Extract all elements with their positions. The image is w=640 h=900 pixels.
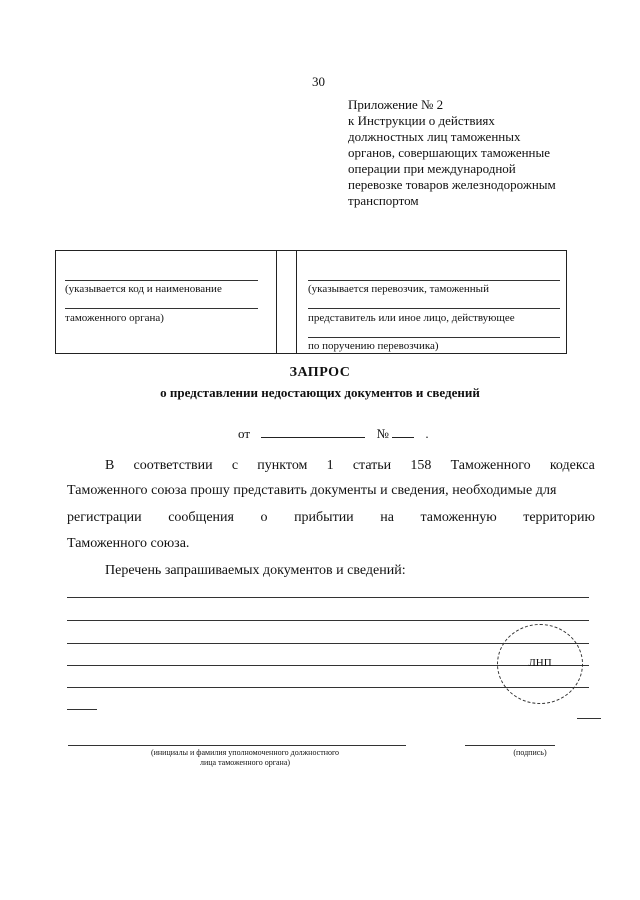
body-word: на bbox=[380, 510, 394, 525]
carrier-field-line[interactable] bbox=[308, 280, 560, 281]
appendix-line: к Инструкции о действиях bbox=[348, 113, 495, 128]
official-name-line[interactable] bbox=[68, 745, 406, 746]
customs-authority-caption: (указывается код и наименование bbox=[65, 283, 222, 295]
date-number-line bbox=[238, 425, 429, 442]
date-field[interactable] bbox=[261, 425, 365, 438]
header-table bbox=[55, 250, 567, 354]
body-paragraph-line bbox=[105, 458, 595, 474]
appendix-line: органов, совершающих таможенные bbox=[348, 145, 551, 160]
body-word: территорию bbox=[523, 510, 595, 525]
customs-authority-field-line[interactable] bbox=[65, 308, 258, 309]
from-label: от bbox=[238, 426, 251, 441]
body-word: 158 bbox=[410, 458, 432, 473]
column-divider bbox=[296, 251, 297, 353]
number-label: № bbox=[376, 426, 389, 441]
stamp-placeholder bbox=[497, 624, 583, 704]
list-title: Перечень запрашиваемых документов и сведений: bbox=[105, 563, 406, 578]
customs-authority-field-line[interactable] bbox=[65, 280, 258, 281]
appendix-line: транспортом bbox=[348, 193, 419, 208]
number-field[interactable] bbox=[392, 425, 414, 438]
list-entry-line[interactable] bbox=[67, 597, 589, 598]
carrier-field-line[interactable] bbox=[308, 308, 560, 309]
official-name-caption bbox=[120, 748, 370, 768]
customs-authority-caption: таможенного органа) bbox=[65, 312, 164, 324]
appendix-reference bbox=[348, 97, 618, 209]
body-word: с bbox=[231, 458, 239, 473]
carrier-caption: (указывается перевозчик, таможенный bbox=[308, 283, 489, 295]
body-word: пунктом bbox=[257, 458, 308, 473]
appendix-line: Приложение № 2 bbox=[348, 97, 444, 112]
body-word: Таможенного bbox=[450, 458, 531, 473]
body-word: таможенную bbox=[420, 510, 497, 525]
body-paragraph-line bbox=[67, 510, 595, 526]
document-subtitle: о представлении недостающих документов и сведений bbox=[160, 385, 480, 400]
list-entry-line[interactable] bbox=[67, 709, 97, 710]
body-word: В bbox=[105, 458, 115, 473]
page-number: 30 bbox=[312, 74, 325, 89]
body-word: регистрации bbox=[67, 510, 142, 525]
body-word: прибытии bbox=[294, 510, 354, 525]
carrier-field-line[interactable] bbox=[308, 337, 560, 338]
stamp-label: ЛНП bbox=[528, 657, 552, 669]
appendix-line: перевозке товаров железнодорожным bbox=[348, 177, 556, 192]
body-word: сообщения bbox=[168, 510, 234, 525]
signature-caption: (подпись) bbox=[513, 748, 547, 757]
body-paragraph-line: Таможенного союза. bbox=[67, 536, 190, 551]
document-title: ЗАПРОС bbox=[289, 365, 351, 380]
caption-line: лица таможенного органа) bbox=[199, 758, 291, 767]
body-word: 1 bbox=[326, 458, 334, 473]
appendix-line: операции при международной bbox=[348, 161, 516, 176]
carrier-caption: представитель или иное лицо, действующее bbox=[308, 312, 515, 324]
column-divider bbox=[276, 251, 277, 353]
caption-line: (инициалы и фамилия уполномоченного должностного bbox=[150, 748, 340, 757]
appendix-line: должностных лиц таможенных bbox=[348, 129, 521, 144]
body-word: о bbox=[260, 510, 268, 525]
body-word: статьи bbox=[352, 458, 392, 473]
list-entry-line[interactable] bbox=[67, 620, 589, 621]
body-word: соответствии bbox=[133, 458, 213, 473]
body-word: кодекса bbox=[549, 458, 595, 473]
list-entry-line[interactable] bbox=[577, 718, 601, 719]
body-paragraph-line: Таможенного союза прошу представить документы и сведения, необходимые для bbox=[67, 483, 557, 498]
carrier-caption: по поручению перевозчика) bbox=[308, 340, 439, 352]
signature-line[interactable] bbox=[465, 745, 555, 746]
date-line-end: . bbox=[425, 426, 429, 441]
